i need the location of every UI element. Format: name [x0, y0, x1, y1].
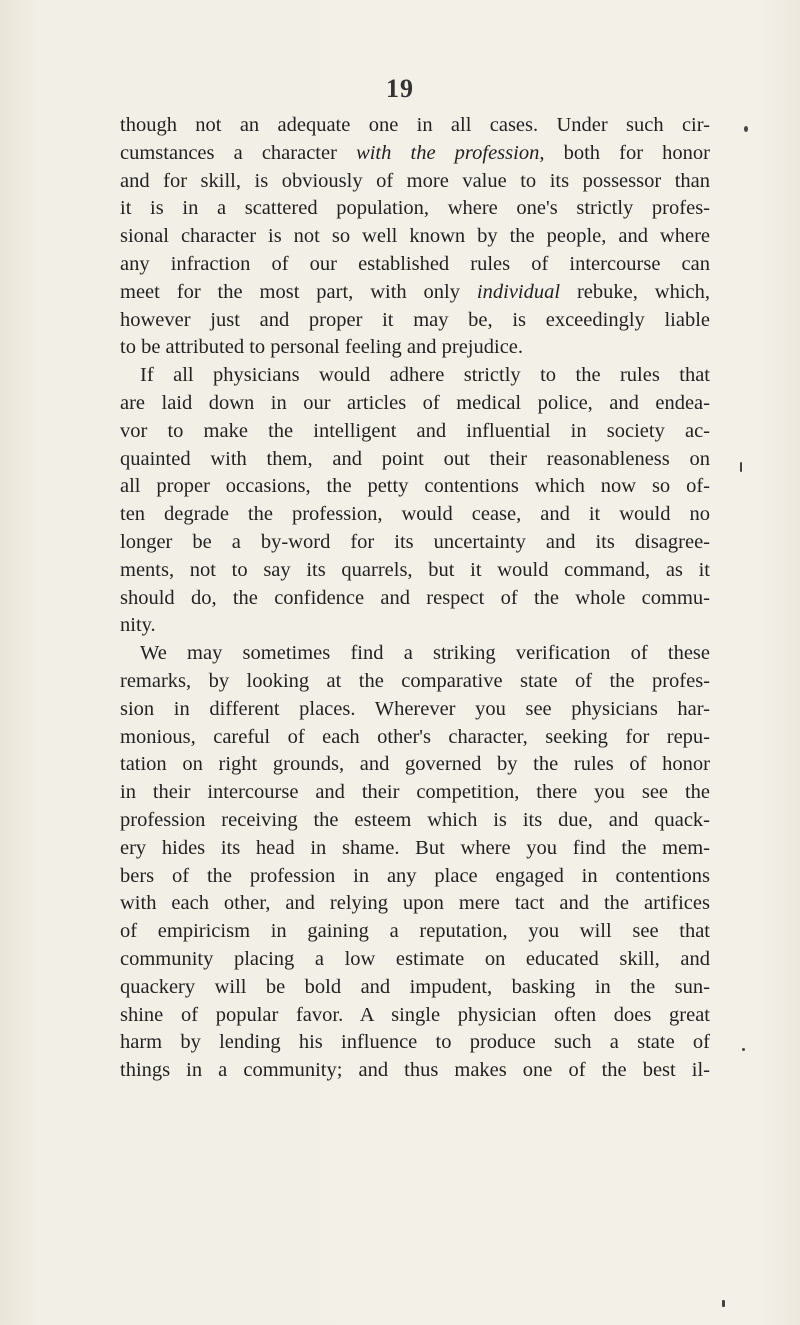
text-line: quainted with them, and point out their reasonableness on: [120, 447, 710, 470]
italic-phrase: with the profession: [356, 141, 540, 164]
text-line: nity.: [120, 614, 156, 637]
text-line: We may sometimes find a striking verification of these: [140, 642, 710, 665]
text-line: any infraction of our established rules of intercourse can: [120, 252, 710, 275]
text-line: with each other, and relying upon mere tact and the artifices: [120, 892, 710, 915]
body-text: [120, 112, 710, 1085]
text-line: vor to make the intelligent and influential in society ac-: [120, 419, 710, 442]
text-line: bers of the profession in any place engaged in contentions: [120, 864, 710, 887]
text-line: ery hides its head in shame. But where you find the mem-: [120, 836, 710, 859]
italic-phrase: individual: [476, 280, 561, 303]
text-line: remarks, by looking at the comparative state of the profes-: [120, 669, 710, 692]
text-line: [120, 140, 710, 168]
text-line: harm by lending his influence to produce such a state of: [120, 1031, 710, 1054]
text-line: community placing a low estimate on educated skill, and: [120, 947, 710, 970]
text-line: tation on right grounds, and governed by the rules of honor: [120, 753, 710, 776]
scan-speck: [740, 462, 742, 472]
text-line: though not an adequate one in all cases. Under such cir-: [120, 114, 710, 136]
scan-speck: [744, 126, 748, 132]
text-line: shine of popular favor. A single physician often does great: [120, 1003, 710, 1026]
text-line: however just and proper it may be, is exceedingly liable: [120, 308, 710, 331]
text-line: it is in a scattered population, where one's strictly profes-: [120, 197, 710, 220]
text-line: should do, the confidence and respect of the whole commu-: [120, 586, 710, 609]
text-line: sion in different places. Wherever you see physicians har-: [120, 697, 710, 720]
text-line: sional character is not so well known by the people, and where: [120, 225, 710, 248]
text-line: quackery will be bold and impudent, basking in the sun-: [120, 975, 710, 998]
text-line: longer be a by-word for its uncertainty and its disagree-: [120, 530, 710, 553]
page-number: 19: [386, 74, 414, 103]
text-line: to be attributed to personal feeling and prejudice.: [120, 336, 524, 359]
text-line: monious, careful of each other's character, seeking for repu-: [120, 725, 710, 748]
text-line: If all physicians would adhere strictly to the rules that: [140, 364, 710, 387]
text-line: ments, not to say its quarrels, but it would command, as it: [120, 558, 710, 581]
text-line: of empiricism in gaining a reputation, you will see that: [120, 920, 710, 943]
text-line: ten degrade the profession, would cease, and it would no: [120, 503, 710, 526]
scan-speck: [742, 1048, 745, 1051]
text-line: are laid down in our articles of medical police, and endea-: [120, 391, 710, 414]
text-line: all proper occasions, the petty contentions which now so of-: [120, 475, 710, 498]
text-line: [120, 279, 710, 307]
text-line: profession receiving the esteem which is its due, and quack-: [120, 808, 710, 831]
text-span: , both for honor: [539, 141, 710, 164]
scan-speck: [722, 1300, 725, 1307]
text-span: cumstances a character: [120, 141, 357, 164]
text-span: meet for the most part, with only: [120, 280, 477, 303]
text-line: things in a community; and thus makes one of the best il-: [120, 1059, 710, 1082]
text-line: in their intercourse and their competition, there you see the: [120, 781, 710, 804]
text-line: and for skill, is obviously of more value to its possessor than: [120, 169, 710, 192]
text-span: rebuke, which,: [560, 280, 711, 303]
